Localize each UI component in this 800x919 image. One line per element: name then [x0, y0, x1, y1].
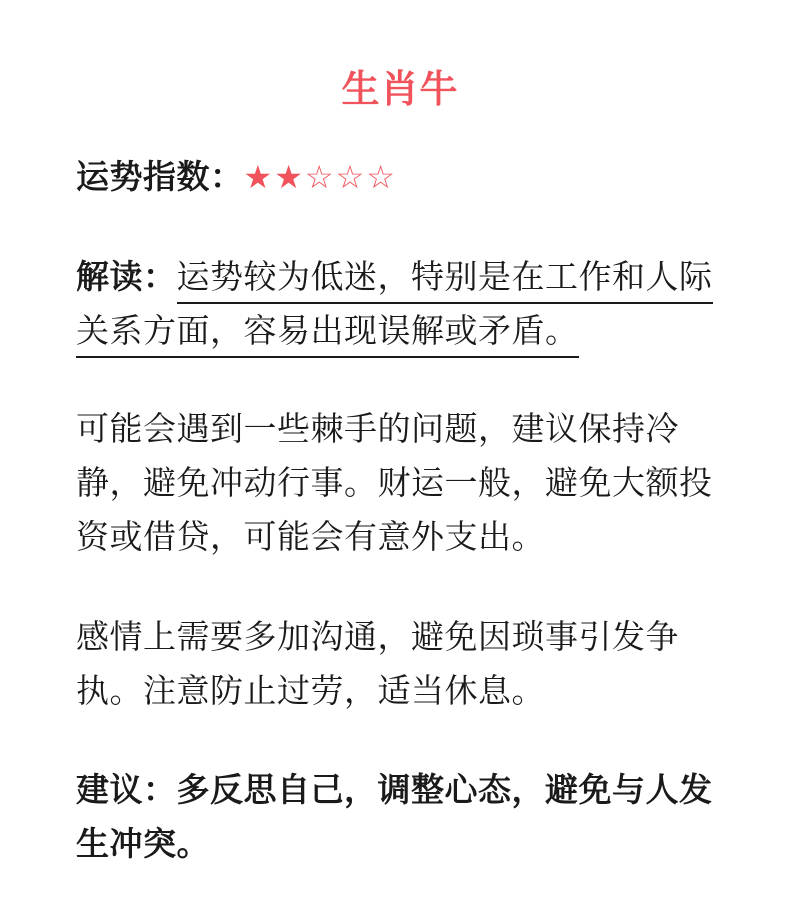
star-rating — [244, 158, 397, 196]
fortune-index-line — [76, 150, 726, 204]
star-empty-icons: ☆☆☆ — [304, 158, 397, 196]
interpretation-text: 运势较为低迷，特别是在工作和人际关系方面，容易出现误解或矛盾。 — [76, 257, 713, 358]
page-title: 生肖牛 — [341, 67, 459, 111]
advice-label: 建议： — [76, 770, 177, 809]
advice-block — [76, 763, 726, 871]
star-filled-icons: ★★ — [243, 158, 305, 196]
fortune-index-label: 运势指数： — [76, 157, 244, 196]
interpretation-label: 解读： — [76, 257, 177, 296]
paragraph-love-health: 感情上需要多加沟通，避免因琐事引发争执。注意防止过劳，适当休息。 — [76, 617, 679, 710]
paragraph-work-finance: 可能会遇到一些棘手的问题，建议保持冷静，避免冲动行事。财运一般，避免大额投资或借贷，可能会有意外支出。 — [76, 409, 713, 556]
advice-text: 多反思自己，调整心态，避免与人发生冲突。 — [76, 770, 713, 863]
interpretation-block — [76, 250, 726, 358]
